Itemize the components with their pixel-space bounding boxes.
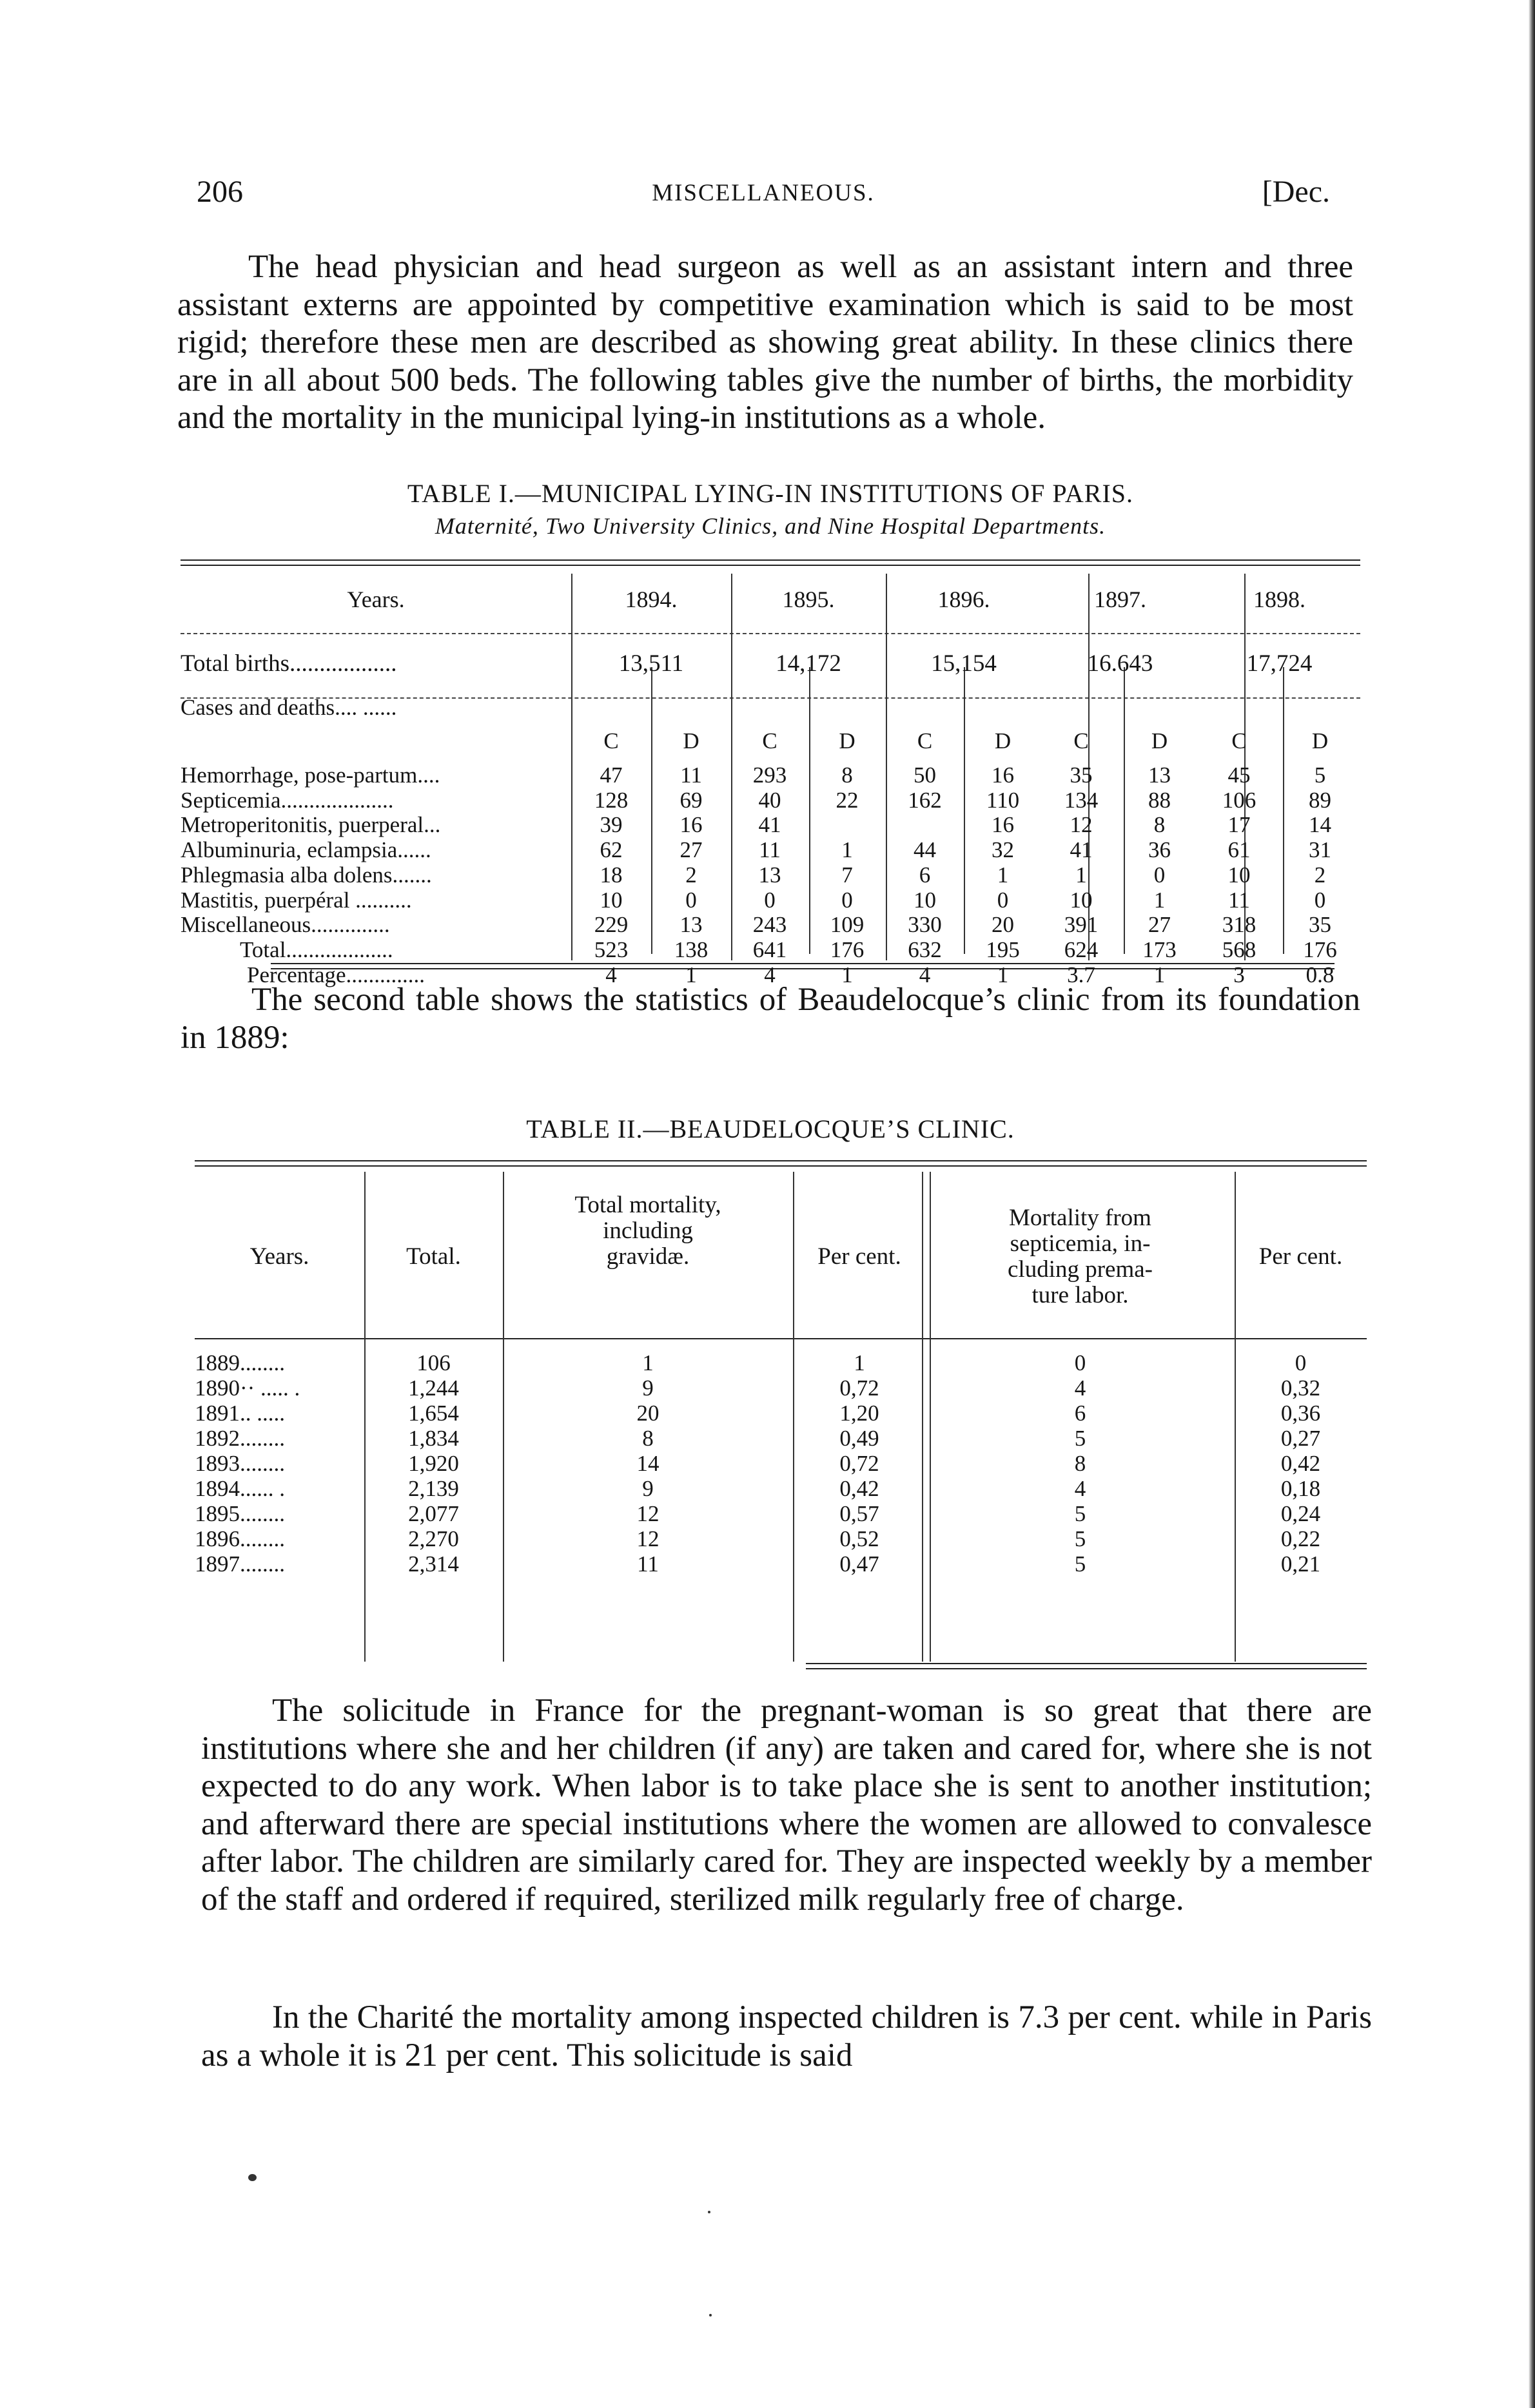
table2-cell-total: 1,920	[408, 1451, 459, 1476]
table1-cell: 1	[1153, 888, 1166, 913]
table2-cell-pct: 1,20	[839, 1401, 879, 1426]
table1-cell: 632	[908, 937, 942, 962]
table1-cell: 391	[1064, 913, 1099, 938]
table1-cell: 8	[1153, 813, 1166, 838]
table1-cell: 10	[914, 888, 936, 913]
table1-cell: 293	[752, 763, 787, 788]
table1-cell: 4	[764, 962, 776, 987]
table2-cell-pct: 0,57	[839, 1501, 879, 1526]
table2-body	[195, 1350, 1367, 1577]
table2-cell-total: 1,834	[408, 1426, 459, 1451]
table1-row	[181, 863, 1360, 888]
table1-row-label: Total...................	[240, 937, 393, 962]
table2-cell-total: 1,244	[408, 1375, 459, 1401]
table1-cell: 10	[1070, 888, 1093, 913]
table1-cell: 32	[992, 838, 1014, 863]
table1-cell: 17	[1227, 813, 1251, 838]
table1-row-label: Metroperitonitis, puerperal...	[181, 813, 441, 838]
table1-cell: 31	[1309, 838, 1331, 863]
table2-years-header: Years.	[249, 1243, 309, 1270]
table1-cell: 69	[680, 788, 703, 813]
table1-cell: 0	[1314, 888, 1326, 913]
table2-cell-year: 1896........	[195, 1526, 285, 1551]
table1-top-rule-2	[181, 565, 1360, 566]
table1-cell: 47	[600, 763, 623, 788]
table2-cell-sept: 4	[1074, 1476, 1086, 1501]
table1-cell: 20	[992, 913, 1014, 938]
table1-cell: 1	[1153, 962, 1166, 987]
table1-cell: 523	[594, 937, 629, 962]
table1-cases-label: Cases and deaths.... ......	[181, 696, 397, 719]
page-edge-shadow	[1529, 0, 1535, 2408]
table1-row-label: Mastitis, puerpéral ..........	[181, 888, 412, 913]
table1-cell: 641	[752, 937, 787, 962]
table1-year: 1896.	[937, 587, 990, 612]
table1	[181, 567, 1360, 987]
table1-cell: 22	[836, 788, 859, 813]
table2-title: TABLE II.—BEAUDELOCQUE’S CLINIC.	[526, 1114, 1015, 1143]
table2-cell-sept: 4	[1074, 1375, 1086, 1401]
table2-bottom-rule	[806, 1663, 1367, 1664]
table2-cell-pct2: 0,36	[1280, 1401, 1321, 1426]
table2-cell-mort: 20	[636, 1401, 660, 1426]
table2-cell-pct2: 0,32	[1280, 1375, 1321, 1401]
table1-row	[181, 813, 1360, 838]
table2-septicemia-header-line: septicemia, in-	[1010, 1230, 1151, 1257]
table2-row	[195, 1501, 1367, 1526]
table1-row-label: Hemorrhage, pose-partum....	[181, 763, 440, 788]
table1-c-label: C	[762, 728, 777, 753]
table2-cell-mort: 14	[636, 1451, 660, 1476]
table1-cell: 0	[997, 888, 1009, 913]
table1-cell: 10	[600, 888, 623, 913]
table2-cell-pct2: 0,24	[1280, 1501, 1321, 1526]
table1-cell: 568	[1222, 937, 1256, 962]
table1-cell: 3	[1233, 962, 1245, 987]
table2-septicemia-header-line: ture labor.	[1031, 1281, 1129, 1308]
table1-cell: 45	[1227, 763, 1251, 788]
table2-cell-mort: 12	[636, 1501, 660, 1526]
table1-cell: 318	[1222, 913, 1256, 938]
table1-cell: 624	[1064, 937, 1099, 962]
table2-cell-pct: 0,72	[839, 1451, 879, 1476]
table1-cell: 1	[841, 838, 853, 863]
table1-row-label: Septicemia....................	[181, 788, 394, 813]
table1-cell: 35	[1309, 913, 1331, 938]
table1-cell: 4	[919, 962, 931, 987]
table2-cell-mort: 8	[642, 1426, 654, 1451]
table1-cell: 41	[758, 813, 781, 838]
table1-cell: 62	[600, 838, 623, 863]
table1-cell: 89	[1309, 788, 1331, 813]
table1-row	[181, 938, 1360, 963]
table2-cell-pct2: 0,21	[1280, 1551, 1321, 1577]
table2-row	[195, 1350, 1367, 1375]
table1-cell: 4	[605, 962, 617, 987]
print-speck	[709, 2314, 712, 2316]
table2-septicemia-header-line: cluding prema-	[1008, 1256, 1153, 1283]
table1-cell: 14	[1309, 813, 1331, 838]
table1-cell	[886, 813, 964, 838]
table1-cell: 106	[1222, 788, 1256, 813]
table2-row	[195, 1526, 1367, 1551]
page-number: 206	[197, 175, 243, 209]
table1-subtitle: Maternité, Two University Clinics, and Nine Hospital Departments.	[435, 513, 1106, 539]
table1-cell: 173	[1142, 937, 1177, 962]
table1-cell: 2	[685, 862, 697, 888]
table1-cell: 13	[758, 862, 781, 888]
table1-cell: 12	[1070, 813, 1093, 838]
table2-row	[195, 1451, 1367, 1476]
paragraph-intro: The head physician and head surgeon as well as an assistant intern and three assistant externs are appointed by competitive examination which is said to be most rigid; therefore these men are described as showing great ability. In these clinics there are in all about 500 beds. The following tables give the number of births, the morbidity and the mortality in the municipal lying-in institutions as a whole.	[177, 249, 1353, 436]
table1-years-label: Years.	[347, 587, 405, 612]
table1-cell	[808, 813, 886, 838]
table2-mortality-header	[503, 1168, 793, 1345]
table1-cell: 195	[986, 937, 1020, 962]
paragraph-solicitude: The solicitude in France for the pregnant-woman is so great that there are institutions where she and her children (if any) are taken and cared for, where she is not expected to do any work. When labor is to take place she is sent to another institution; and afterward there are special institutions where the women are allowed to convalesce after labor. The children are similarly cared for. They are inspected weekly by a member of the staff and ordered if required, sterilized milk regularly free of charge.	[201, 1693, 1372, 1918]
table1-cell: 176	[830, 937, 865, 962]
table1-cell: 5	[1314, 763, 1326, 788]
table1-cell: 243	[752, 913, 787, 938]
table1-top-rule	[181, 559, 1360, 561]
table2-cell-year: 1895........	[195, 1501, 285, 1526]
table1-cell: 229	[594, 913, 629, 938]
table2	[195, 1168, 1367, 1577]
table1-cell: 61	[1227, 838, 1251, 863]
table1-cell: 40	[758, 788, 781, 813]
table2-cell-mort: 12	[636, 1526, 660, 1551]
table1-cell: 0.8	[1305, 962, 1335, 987]
table1-cell: 16	[680, 813, 703, 838]
table1-cell: 13	[680, 913, 703, 938]
table2-septicemia-header	[926, 1168, 1235, 1345]
table1-cell: 110	[986, 788, 1020, 813]
table2-mortality-header-line: Total mortality,	[574, 1191, 721, 1218]
table2-row	[195, 1476, 1367, 1501]
table2-header-row	[195, 1168, 1367, 1345]
table2-row	[195, 1551, 1367, 1577]
table1-d-label: D	[1311, 728, 1329, 753]
table1-cell: 13	[1148, 763, 1171, 788]
table2-cell-pct: 0,42	[839, 1476, 879, 1501]
table2-cell-year: 1892........	[195, 1426, 285, 1451]
table2-cell-sept: 5	[1074, 1551, 1086, 1577]
table2-cell-year: 1889........	[195, 1350, 285, 1375]
table1-d-label: D	[1151, 728, 1168, 753]
table2-percent2-header: Per cent.	[1258, 1243, 1343, 1270]
print-speck	[708, 2211, 710, 2213]
table1-c-label: C	[917, 728, 933, 753]
table1-cell: 1	[685, 962, 697, 987]
table1-cell: 11	[1228, 888, 1250, 913]
table1-row	[181, 888, 1360, 913]
table2-cell-pct: 0,72	[839, 1375, 879, 1401]
table1-year: 1897.	[1094, 587, 1146, 612]
table1-cell: 16	[992, 763, 1014, 788]
table1-cell: 1	[1075, 862, 1087, 888]
table1-cell: 11	[759, 838, 781, 863]
table2-cell-year: 1893........	[195, 1451, 285, 1476]
table1-cell: 88	[1148, 788, 1171, 813]
table2-septicemia-header-line: Mortality from	[1009, 1204, 1151, 1231]
table1-cd-row	[181, 719, 1360, 763]
header-month: [Dec.	[1262, 175, 1330, 209]
table1-year: 1895.	[782, 587, 835, 612]
table1-year: 1894.	[625, 587, 678, 612]
table1-row-label: Percentage..............	[247, 962, 425, 987]
print-speck	[248, 2174, 257, 2181]
table1-year: 1898.	[1253, 587, 1305, 612]
table2-cell-sept: 5	[1074, 1426, 1086, 1451]
paragraph-charite: In the Charité the mortality among inspected children is 7.3 per cent. while in Paris as a whole it is 21 per cent. This solicitude is said	[201, 1999, 1372, 2073]
table1-row-label: Phlegmasia alba dolens.......	[181, 862, 432, 888]
page-header	[197, 174, 1330, 219]
table1-c-label: C	[603, 728, 619, 753]
table1-cell: 11	[680, 763, 702, 788]
table1-cell: 0	[1153, 862, 1166, 888]
table2-top-rule-2	[195, 1165, 1367, 1167]
table2-cell-sept: 5	[1074, 1526, 1086, 1551]
running-title: MISCELLANEOUS.	[652, 180, 875, 206]
table2-cell-total: 2,270	[408, 1526, 459, 1551]
table1-header-row	[181, 567, 1360, 632]
table1-c-label: C	[1073, 728, 1089, 753]
table2-cell-pct2: 0	[1295, 1350, 1307, 1375]
table1-cell: 44	[914, 838, 936, 863]
table1-row	[181, 913, 1360, 938]
table2-cell-mort: 9	[642, 1375, 654, 1401]
table1-cell: 128	[594, 788, 629, 813]
table1-births-value: 17,724	[1246, 650, 1313, 677]
table2-cell-sept: 5	[1074, 1501, 1086, 1526]
table2-total-header: Total.	[406, 1243, 461, 1270]
table1-row	[181, 788, 1360, 813]
table2-cell-mort: 11	[637, 1551, 659, 1577]
table1-row	[181, 763, 1360, 788]
table1-cell: 1	[841, 962, 853, 987]
table1-cases-row	[181, 696, 1360, 719]
table2-cell-pct: 1	[854, 1350, 865, 1375]
table1-cell: 330	[908, 913, 942, 938]
table2-cell-mort: 1	[642, 1350, 654, 1375]
table2-cell-total: 1,654	[408, 1401, 459, 1426]
table1-cell: 162	[908, 788, 942, 813]
table1-d-label: D	[994, 728, 1012, 753]
table1-cell: 3.7	[1067, 962, 1095, 987]
table2-mortality-header-line: gravidæ.	[606, 1243, 690, 1270]
table1-cell: 41	[1070, 838, 1093, 863]
table2-cell-total: 2,077	[408, 1501, 459, 1526]
table1-births-value: 16.643	[1087, 650, 1153, 677]
table2-cell-year: 1890·· ..... .	[195, 1375, 300, 1401]
table2-cell-pct2: 0,42	[1280, 1451, 1321, 1476]
table2-row	[195, 1426, 1367, 1451]
table1-cell: 134	[1064, 788, 1099, 813]
table1-cell: 1	[997, 962, 1009, 987]
table1-c-label: C	[1231, 728, 1247, 753]
table2-cell-pct: 0,49	[839, 1426, 879, 1451]
table1-births-value: 15,154	[931, 650, 997, 677]
table2-cell-sept: 0	[1074, 1350, 1086, 1375]
table1-total-births-label: Total births..................	[181, 650, 397, 677]
table2-cell-total: 2,314	[408, 1551, 459, 1577]
table2-cell-sept: 8	[1074, 1451, 1086, 1476]
table1-cell: 35	[1070, 763, 1093, 788]
table1-cell: 39	[600, 813, 623, 838]
table2-cell-total: 106	[416, 1350, 451, 1375]
table1-cell: 8	[841, 763, 853, 788]
table1-cell: 109	[830, 913, 865, 938]
table2-cell-pct: 0,52	[839, 1526, 879, 1551]
table1-cell: 0	[685, 888, 697, 913]
table1-births-value: 13,511	[618, 650, 684, 677]
table2-cell-pct2: 0,27	[1280, 1426, 1321, 1451]
table2-top-rule	[195, 1160, 1367, 1161]
table2-row	[195, 1375, 1367, 1401]
paragraph-second-table: The second table shows the statistics of Beaudelocque’s clinic from its foundation in 1889:	[181, 982, 1360, 1056]
table1-cell: 36	[1148, 838, 1171, 863]
table2-cell-year: 1891.. .....	[195, 1401, 285, 1426]
table1-row-label: Albuminuria, eclampsia......	[181, 838, 431, 863]
table1-cell: 27	[680, 838, 703, 863]
table2-cell-sept: 6	[1074, 1401, 1086, 1426]
table1-cell: 50	[914, 763, 936, 788]
table2-cell-pct: 0,47	[839, 1551, 879, 1577]
table1-cell: 138	[674, 937, 709, 962]
table1-cell: 7	[841, 862, 853, 888]
table1-cell: 0	[841, 888, 853, 913]
table1-births-value: 14,172	[776, 650, 841, 677]
table1-d-label: D	[683, 728, 699, 753]
table1-title: TABLE I.—MUNICIPAL LYING-IN INSTITUTIONS OF PARIS.	[407, 479, 1134, 508]
table2-row	[195, 1401, 1367, 1426]
table1-cell: 0	[764, 888, 776, 913]
table2-cell-pct2: 0,22	[1280, 1526, 1321, 1551]
table2-cell-total: 2,139	[408, 1476, 459, 1501]
table1-cell: 2	[1314, 862, 1326, 888]
table2-cell-mort: 9	[642, 1476, 654, 1501]
table1-cell: 16	[992, 813, 1014, 838]
table2-percent-header: Per cent.	[817, 1243, 901, 1270]
table1-cell: 27	[1148, 913, 1171, 938]
table2-cell-year: 1897........	[195, 1551, 285, 1577]
table2-cell-year: 1894...... .	[195, 1476, 285, 1501]
table2-mortality-header-line: including	[603, 1217, 693, 1244]
table1-cell: 1	[997, 862, 1009, 888]
table2-bottom-rule-2	[806, 1668, 1367, 1669]
table1-body	[181, 763, 1360, 987]
table1-cell: 18	[600, 862, 623, 888]
table1-row-label: Miscellaneous..............	[181, 913, 390, 938]
table1-cell: 6	[919, 862, 931, 888]
table1-cell: 176	[1303, 937, 1337, 962]
table1-row	[181, 838, 1360, 863]
table1-d-label: D	[839, 728, 855, 753]
table2-cell-pct2: 0,18	[1280, 1476, 1321, 1501]
table1-total-births-row	[181, 632, 1360, 696]
table1-cell: 10	[1227, 862, 1251, 888]
